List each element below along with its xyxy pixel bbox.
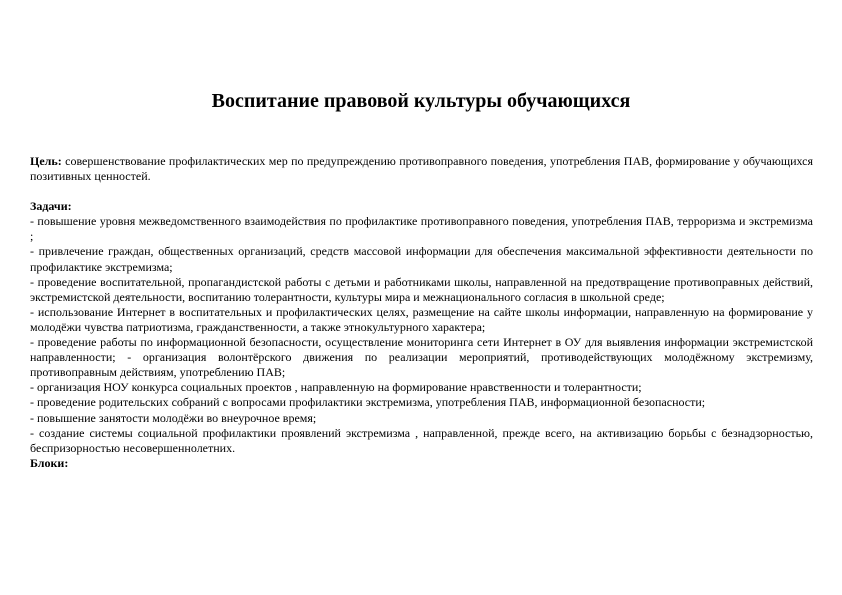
task-item: - повышение занятости молодёжи во внеурочное время;	[30, 410, 317, 425]
task-item: - проведение родительских собраний с вопросами профилактики экстремизма, употребления ПАВ, информационной безопасности;	[30, 395, 706, 410]
task-item: - использование Интернет в воспитательных и профилактических целях, размещение на сайте школы информации, направленную на формирование у молодёжи чувства патриотизма, гражданственности, а также этнокультурного характера;	[30, 304, 813, 334]
blocks-label: Блоки:	[30, 455, 69, 470]
goal-label: Цель:	[30, 154, 62, 168]
document-body	[30, 154, 813, 471]
task-item: - создание системы социальной профилактики проявлений экстремизма , направленной, прежде всего, на активизацию борьбы с безнадзорностью, беспризорностью несовершеннолетних.	[30, 425, 813, 455]
task-item: - организация НОУ конкурса социальных проектов , направленную на формирование нравственности и толерантности;	[30, 380, 642, 395]
tasks-label: Задачи:	[30, 199, 72, 214]
document-title: Воспитание правовой культуры обучающихся	[211, 90, 631, 112]
task-item: - повышение уровня межведомственного взаимодействия по профилактике противоправного поведения, употребления ПАВ, терроризма и экстремизма ;	[30, 214, 813, 244]
task-item: - привлечение граждан, общественных организаций, средств массовой информации для обеспечения максимальной эффективности деятельности по профилактике экстремизма;	[30, 244, 813, 274]
goal-paragraph	[30, 154, 813, 184]
tasks-list	[30, 214, 813, 456]
task-item: - проведение работы по информационной безопасности, осуществление мониторинга сети Интернет в ОУ для выявления информации экстремистской направленности; - организация волонтёрского движения по реализации мероприятий, противодействующих молодёжному экстремизму, противоправным действиям, употреблению ПАВ;	[30, 335, 813, 380]
task-item: - проведение воспитательной, пропагандистской работы с детьми и работниками школы, направленной на предотвращение противоправных действий, экстремистской деятельности, воспитанию толерантности, культуры мира и межнационального согласия в школьной среде;	[30, 274, 813, 304]
goal-text: совершенствование профилактических мер по предупреждению противоправного поведения, употребления ПАВ, формирование у обучающихся позитивных ценностей.	[30, 154, 814, 184]
